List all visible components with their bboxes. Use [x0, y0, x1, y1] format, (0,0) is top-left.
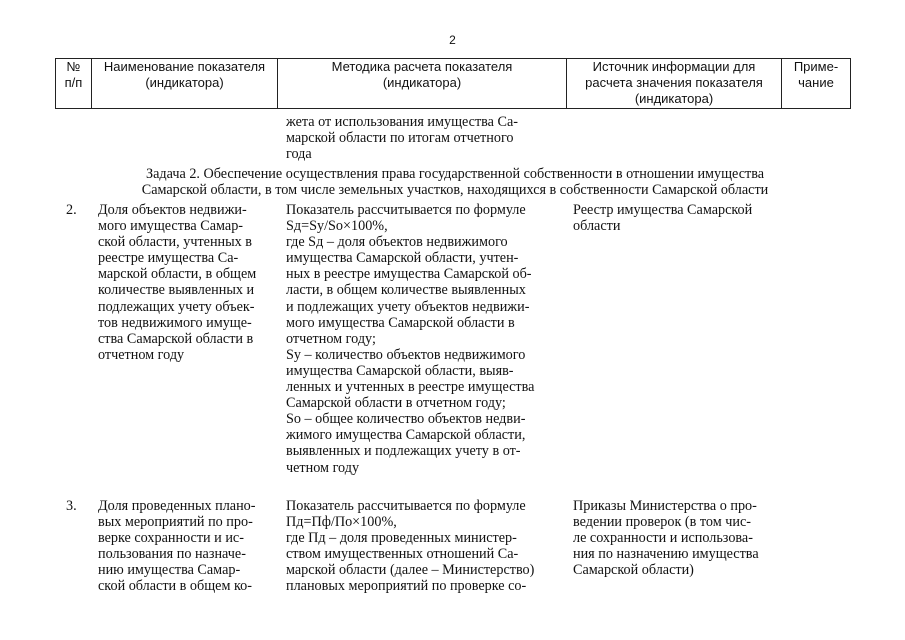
text-line: ле сохранности и использова- [573, 530, 753, 547]
text-line: Sу – количество объектов недвижимого [286, 346, 526, 363]
text-line: пользования по назначе- [98, 546, 246, 563]
text-line: отчетном году; [286, 330, 376, 347]
text-line: Доля объектов недвижи- [98, 202, 247, 218]
task-heading [95, 166, 815, 198]
page-number: 2 [449, 33, 456, 47]
header-note [782, 59, 851, 109]
continuation-text [286, 114, 560, 162]
header-source-line2: расчета значения показателя [585, 75, 763, 90]
text-line: Приказы Министерства о про- [573, 498, 757, 514]
text-line: Самарской области в отчетном году; [286, 395, 506, 412]
text-line: плановых мероприятий по проверке со- [286, 578, 527, 595]
text-line: марской области (далее – Министерство) [286, 562, 535, 579]
text-line: ленных и учтенных в реестре имущества [286, 379, 535, 396]
text-line: четном году [286, 459, 360, 476]
text-line: года [286, 146, 312, 163]
header-source-line3: (индикатора) [634, 91, 714, 106]
header-note-line1: Приме- [793, 59, 839, 74]
text-line: подлежащих учету объек- [98, 298, 255, 315]
text-line: марской области, в общем [98, 266, 257, 283]
row-2-name [98, 202, 276, 363]
row-3-name [98, 498, 276, 595]
text-line: жета от использования имущества Са- [286, 114, 518, 130]
text-line: отчетном году [98, 346, 185, 363]
text-line: количестве выявленных и [98, 282, 255, 299]
text-line: выявленных и подлежащих учету в от- [286, 443, 521, 460]
header-name [92, 59, 278, 109]
text-line: вых мероприятий по про- [98, 514, 253, 531]
row-3-number: 3. [66, 498, 77, 514]
text-line: верке сохранности и ис- [98, 530, 244, 547]
text-line: ласти, в общем количестве выявленных [286, 282, 526, 299]
header-source [567, 59, 782, 109]
header-note-line2: чание [798, 75, 834, 90]
text-line: имущества Самарской области, выяв- [286, 362, 514, 379]
text-line: реестре имущества Са- [98, 250, 239, 267]
text-line: Доля проведенных плано- [98, 498, 256, 514]
table-header [55, 58, 851, 109]
text-line: Sо – общее количество объектов недви- [286, 411, 526, 428]
text-line: тов недвижимого имуще- [98, 314, 252, 331]
header-method-line1: Методика расчета показателя [331, 59, 513, 74]
text-line: ния по назначению имущества [573, 546, 759, 563]
header-name-line2: (индикатора) [145, 75, 224, 90]
row-2-method [286, 202, 560, 476]
text-line: мого имущества Самарской области в [286, 314, 515, 331]
method-intro: Показатель рассчитывается по формуле [286, 202, 526, 218]
text-line: Реестр имущества Самарской [573, 202, 753, 218]
text-line: ской области в общем ко- [98, 578, 252, 595]
header-source-line1: Источник информации для [592, 59, 756, 74]
text-line: Самарской области, в том числе земельных участков, находящихся в собственности Самарской области [141, 182, 769, 199]
text-line: ством имущественных отношений Са- [286, 546, 519, 563]
text-line: ведении проверок (в том чис- [573, 514, 751, 531]
text-line: ства Самарской области в [98, 330, 254, 347]
row-2-number: 2. [66, 202, 77, 218]
text-line: Задача 2. Обеспечение осуществления права государственной собственности в отношении имущества [145, 166, 765, 182]
text-line: марской области по итогам отчетного [286, 130, 514, 147]
text-line: жимого имущества Самарской области, [286, 427, 526, 444]
text-line: мого имущества Самар- [98, 218, 244, 235]
text-line: области [573, 218, 621, 235]
formula: Sд=Sу/Sо×100%, [286, 218, 388, 235]
text-line: где Пд – доля проведенных министер- [286, 530, 517, 547]
header-name-line1: Наименование показателя [103, 59, 266, 74]
row-3-method [286, 498, 560, 595]
method-intro: Показатель рассчитывается по формуле [286, 498, 526, 514]
text-line: имущества Самарской области, учтен- [286, 250, 519, 267]
formula: Пд=Пф/По×100%, [286, 514, 397, 531]
text-line: ных в реестре имущества Самарской об- [286, 266, 532, 283]
header-num [56, 59, 92, 109]
header-num-line2: п/п [64, 75, 83, 90]
text-line: и подлежащих учету объектов недвижи- [286, 298, 530, 315]
header-method [278, 59, 567, 109]
text-line: Самарской области) [573, 562, 694, 579]
row-2-source [573, 202, 781, 234]
text-line: где Sд – доля объектов недвижимого [286, 234, 508, 251]
row-3-source [573, 498, 781, 578]
header-num-line1: № [66, 59, 81, 74]
header-method-line2: (индикатора) [382, 75, 462, 90]
text-line: нию имущества Самар- [98, 562, 241, 579]
text-line: ской области, учтенных в [98, 234, 253, 251]
